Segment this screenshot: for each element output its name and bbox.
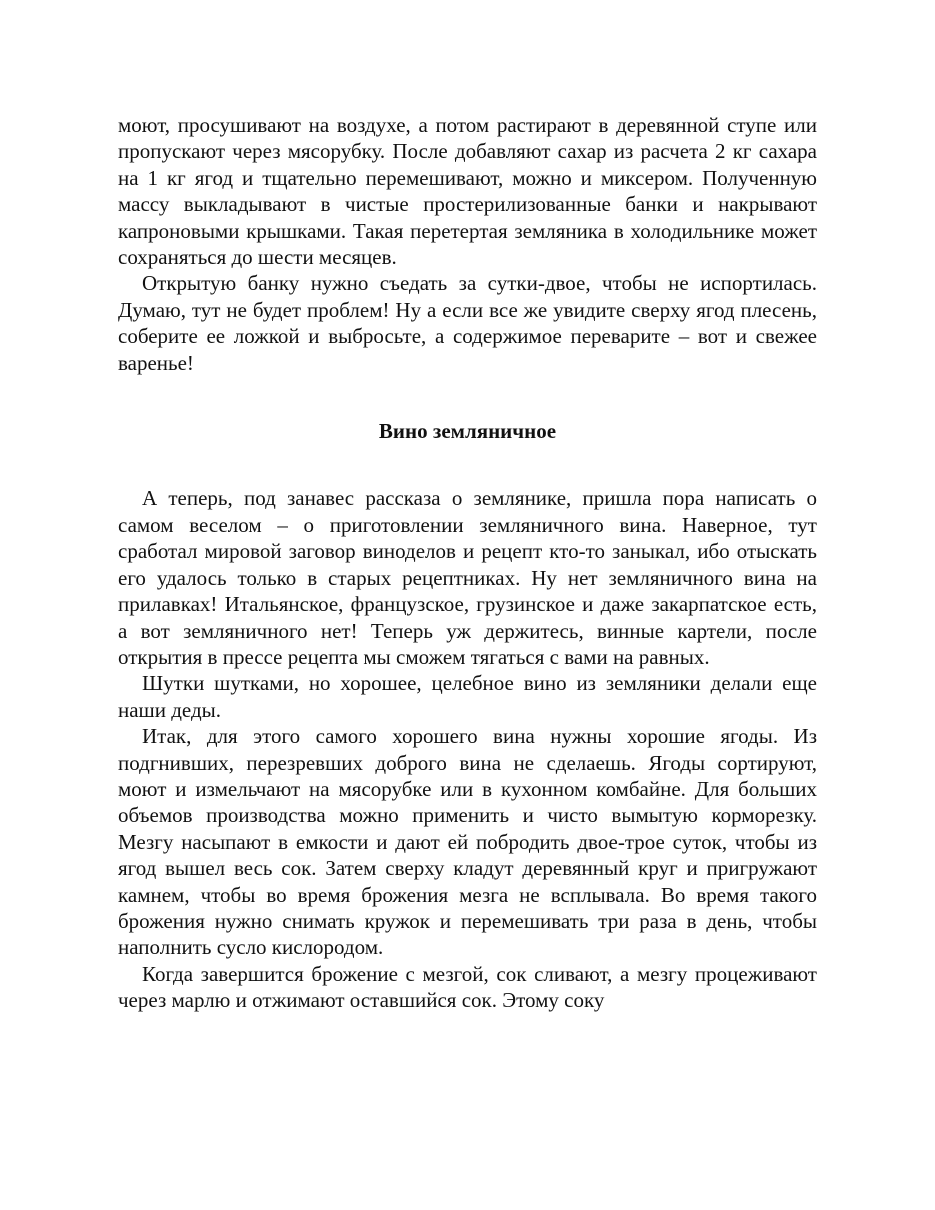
section-heading: Вино земляничное: [378, 419, 557, 444]
paragraph-open-jar: Открытую банку нужно съедать за сутки-двое, чтобы не испортилась. Думаю, тут не будет проблем! Ну а если все же увидите сверху ягод плесень, соберите ее ложкой и выбросьте, а содержимое переварите – вот и свежее варенье!: [118, 271, 817, 375]
document-page: [118, 112, 817, 1014]
continuation-paragraph: моют, просушивают на воздухе, а потом растирают в деревянной ступе или пропускают через мясорубку. После добавляют сахар из расчета 2 кг сахара на 1 кг ягод и тщательно перемешивают, можно и миксером. Полученную массу выкладывают в чистые простерилизованные банки и накрывают капроновыми крышками. Такая перетертая земляника в холодильнике может сохраняться до шести месяцев.: [118, 113, 817, 270]
paragraph-jokes: Шутки шутками, но хорошее, целебное вино из земляники делали еще наши деды.: [118, 671, 817, 722]
paragraph-fermentation-end: Когда завершится брожение с мезгой, сок сливают, а мезгу процеживают через марлю и отжимают оставшийся сок. Этому соку: [118, 961, 817, 1013]
paragraph-wine-intro: А теперь, под занавес рассказа о землянике, пришла пора написать о самом веселом – о приготовлении земляничного вина. Наверное, тут сработал мировой заговор виноделов и рецепт кто-то заныкал, ибо отыскать его удалось только в старых рецептниках. Ну нет земляничного вина на прилавках! Итальянское, французское, грузинское и даже закарпатское есть, а вот земляничного нет! Теперь уж держитесь, винные картели, после открытия в прессе рецепта мы сможем тягаться с вами на равных.: [118, 486, 817, 669]
paragraph-good-berries: Итак, для этого самого хорошего вина нужны хорошие ягоды. Из подгнивших, перезревших доброго вина не сделаешь. Ягоды сортируют, моют и измельчают на мясорубке или в кухонном комбайне. Для больших объемов производства можно применить и чисто вымытую корморезку. Мезгу насыпают в емкости и дают ей побродить двое-трое суток, чтобы из ягод вышел весь сок. Затем сверху кладут деревянный круг и пригружают камнем, чтобы во время брожения мезга не всплывала. Во время такого брожения нужно снимать кружок и перемешивать три раза в день, чтобы наполнить сусло кислородом.: [118, 724, 817, 960]
